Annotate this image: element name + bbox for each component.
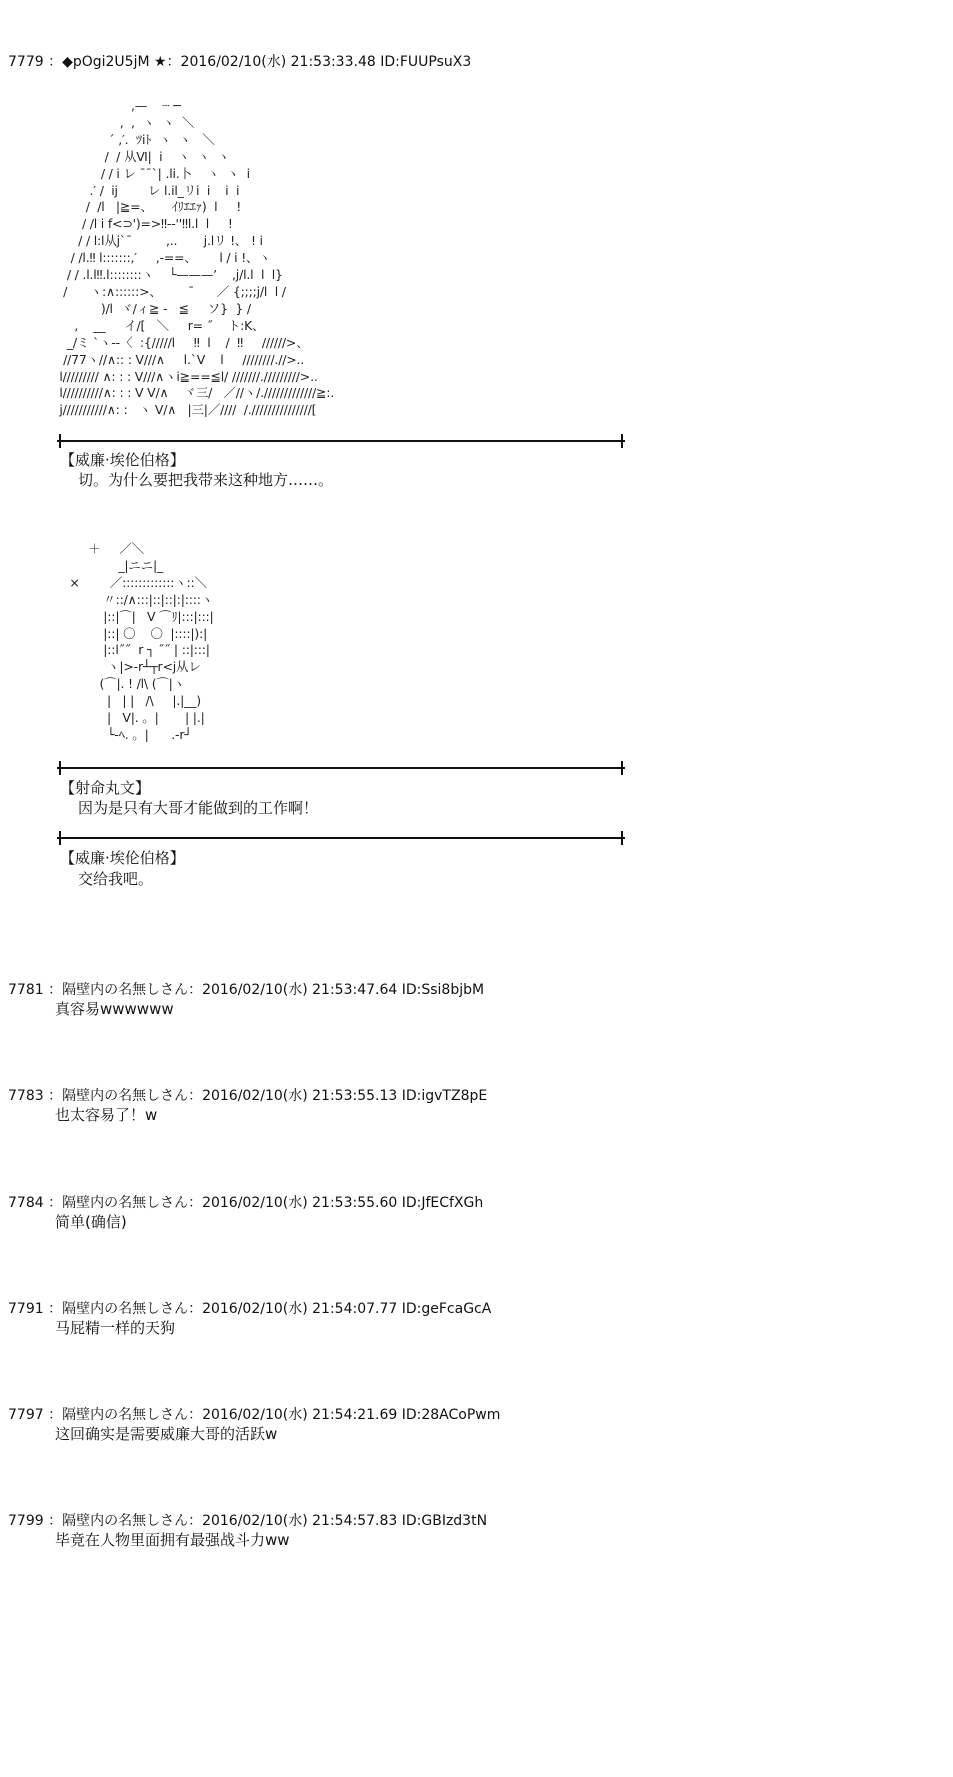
dialogue-line: 交给我吧。 [78, 870, 154, 888]
divider [57, 831, 625, 845]
divider [57, 761, 625, 775]
post-header: 7797 ：隔壁内の名無しさん：2016/02/10(水) 21:54:21.69 ID:28ACoPwm [8, 1407, 501, 1423]
william-ascii-art: ,— ┈ ─ , , ヽ ヽ ＼ ´ ,′. ﾂiﾄ ヽ ヽ ＼ / / 从Ⅵ| i ヽ ヽ ヽ / / i レ ¯¯`| .li.卜 ヽ ヽ i .′ / ij レ l.il_リi i i i / /l |≧=、 ｲﾘｴｴｧ) l ! / /l i f<⊃')=>‼-‐''‼l.l l ! / / l:l从j`¯ ,.. j.lリ !、 ! i / /l.‼ l:::::::,′ ,-==、 l / i !、ヽ / / .l.l‼.l::::::::ヽ └———’ ,j/l.l l l} / ヽ:∧::::::>、 ¯ ／ {;;;;j/l l / )/l ヾ/ィ≧ - ≦ ソ} } / , __ イ/[ ＼ r= ˝ ト:K、 _/ミ `ヽ-‐〈 :{/////l ‼ l / ‼ //////>、 //77ヽ//∧:: : V///∧ l.`V l ////////.//>.. l///////// ∧: : : V///∧ヽi≧==≦l/ ///////./////////>.. l//////////∧: : : V V/∧ ヾ三/ ／//ヽ/./////////////≧:. j///////////∧: : ヽ V/∧ |三|／//// /.///////////////[ [59, 98, 335, 418]
dialogue-line: 切。为什么要把我带来这种地方……。 [78, 471, 334, 489]
divider [57, 434, 625, 448]
post-body: 这回确实是需要威廉大哥的活跃w [55, 1425, 278, 1443]
post-header: 7799 ：隔壁内の名無しさん：2016/02/10(水) 21:54:57.83 ID:GBIzd3tN [8, 1513, 488, 1529]
post-header: 7779 ：◆pOgi2U5jM ★：2016/02/10(水) 21:53:33.48 ID:FUUPsuX3 [8, 54, 472, 70]
post-body: 也太容易了！w [55, 1106, 158, 1124]
post-body: 毕竟在人物里面拥有最强战斗力ww [55, 1531, 290, 1549]
post-body: 简单(确信) [55, 1213, 127, 1231]
speaker-name: 【威廉·埃伦伯格】 [60, 849, 185, 867]
post-body: 真容易wwwwww [55, 1000, 174, 1018]
speaker-name: 【威廉·埃伦伯格】 [60, 451, 185, 469]
post-body: 马屁精一样的天狗 [55, 1319, 176, 1337]
post-header: 7791 ：隔壁内の名無しさん：2016/02/10(水) 21:54:07.77 ID:geFcaGcA [8, 1301, 492, 1317]
aya-ascii-art: ＋ ／＼ _|ニニ|_ × ／:::::::::::::ヽ::＼ 〃::/∧:::|::|::|:|::::ヽ |::|⌒| V ⌒ﾘ|:::|:::| |::| 〇 〇 |::::|):| |::l˝˝ r ┐ ˝˝ | ::|:::| ヽ|>-r┴┬r<j从レ (⌒|. ! /l\ (⌒|ヽ | | | /\ |.|__) | V|. 。| | |.| └-ﾍ. 。| .-r┘ [69, 541, 214, 742]
dialogue-line: 因为是只有大哥才能做到的工作啊！ [78, 799, 319, 817]
speaker-name: 【射命丸文】 [60, 779, 151, 797]
post-header: 7784 ：隔壁内の名無しさん：2016/02/10(水) 21:53:55.60 ID:JfECfXGh [8, 1195, 484, 1211]
post-header: 7783 ：隔壁内の名無しさん：2016/02/10(水) 21:53:55.13 ID:igvTZ8pE [8, 1088, 488, 1104]
post-header: 7781 ：隔壁内の名無しさん：2016/02/10(水) 21:53:47.64 ID:Ssi8bjbM [8, 982, 485, 998]
